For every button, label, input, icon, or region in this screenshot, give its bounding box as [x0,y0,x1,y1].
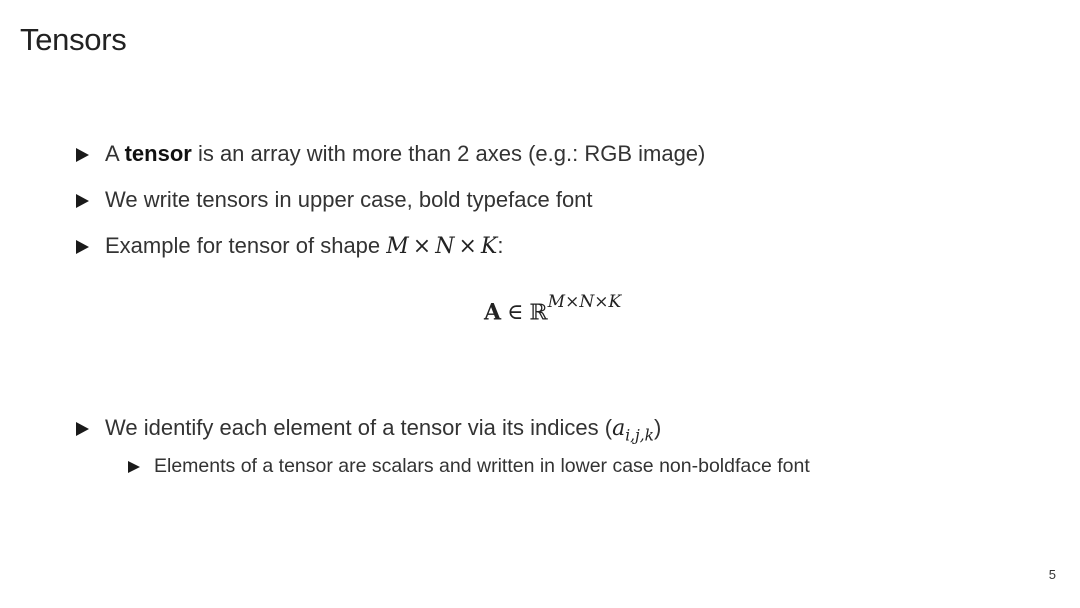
bullet-arrow-icon [76,194,89,208]
bullet-example-shape [76,233,503,259]
index-math [612,416,655,445]
bullet-text [105,415,661,444]
bullet-text-post: : [497,233,504,258]
bullet-text-post: is an array with more than 2 axes (e.g.: RGB image) [191,141,706,166]
equation-element-of: ∈ [507,300,524,326]
bullet-text: Elements of a tensor are scalars and written in lower case non-boldface font [154,455,810,477]
equation-superscript: M×N×K [547,292,622,312]
bullet-text [105,233,503,259]
slide-title: Tensors [20,22,127,57]
math-subscript: i,j,k [625,426,655,445]
bullet-text: We write tensors in upper case, bold typeface font [105,187,593,212]
bullet-text-post: ) [654,415,662,440]
equation-real-field: ℝ [529,300,548,326]
bullet-text-bold: tensor [124,141,192,166]
bullet-arrow-icon [128,461,140,473]
math-times: × [412,234,432,259]
math-n: N [435,234,455,259]
equation-tensor-symbol: A [484,299,502,326]
bullet-arrow-icon [76,148,89,162]
sub-bullet-scalars [128,455,810,478]
bullet-arrow-icon [76,240,89,254]
bullet-tensor-definition [76,141,705,167]
shape-math [386,234,497,259]
bullet-indices [76,415,661,444]
bullet-text [105,141,705,167]
math-m: M [386,234,409,259]
tensor-equation [484,292,622,326]
bullet-text-pre: A [105,141,125,166]
page-number: 5 [1048,567,1056,582]
math-k: K [480,234,498,259]
bullet-notation [76,187,593,213]
math-times: × [458,234,477,259]
bullet-text-pre: Example for tensor of shape [105,233,387,258]
bullet-arrow-icon [76,422,89,436]
math-a: a [612,416,626,441]
bullet-text-pre: We identify each element of a tensor via its indices ( [105,415,613,440]
